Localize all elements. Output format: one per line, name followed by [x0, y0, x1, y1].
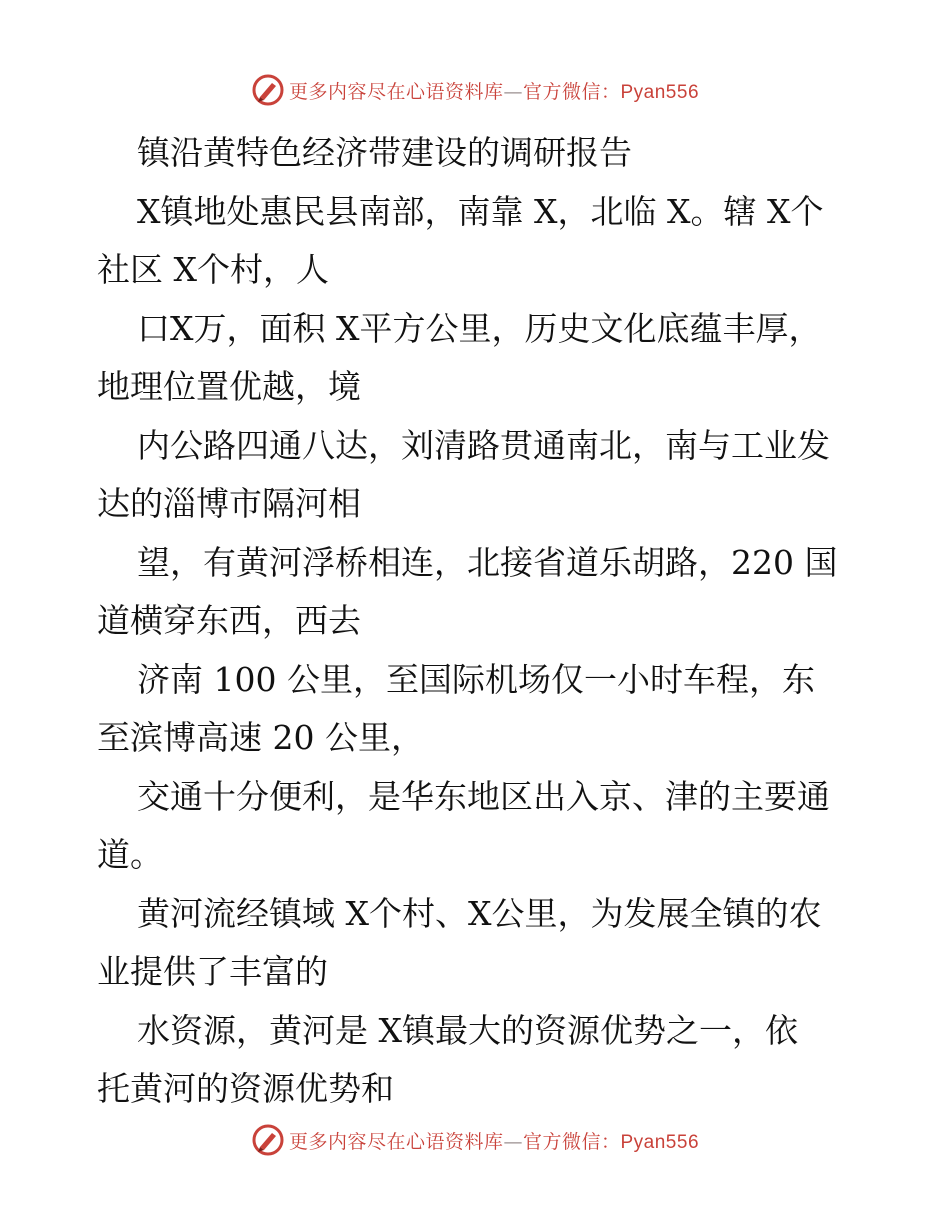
paragraph-line: 业提供了丰富的 [97, 952, 328, 991]
pen-logo-icon [251, 73, 285, 107]
document-body [97, 124, 857, 1119]
watermark-text: 更多内容尽在心语资料库—官方微信：Pyan556 [288, 80, 700, 103]
paragraph-line: X镇地处惠民县南部，南靠 X，北临 X。辖 X个 [137, 191, 824, 231]
paragraph-line: 内公路四通八达，刘清路贯通南北，南与工业发 [137, 425, 830, 465]
footer-watermark [0, 1118, 950, 1162]
paragraph-line: 至滨博高速 20 公里， [97, 718, 424, 757]
paragraph-line: 望，有黄河浮桥相连，北接省道乐胡路，220 国 [137, 542, 838, 582]
paragraph-line: 道。 [97, 835, 163, 874]
paragraph-line: 托黄河的资源优势和 [97, 1069, 394, 1108]
paragraph-line: 达的淄博市隔河相 [97, 484, 361, 523]
paragraph-line: 社区 X个村，人 [97, 250, 329, 289]
paragraph-line: 道横穿东西，西去 [97, 601, 361, 640]
document-title: 镇沿黄特色经济带建设的调研报告 [137, 133, 632, 172]
paragraph-line: 水资源，黄河是 X镇最大的资源优势之一，依 [137, 1010, 798, 1050]
paragraph-line: 地理位置优越，境 [97, 367, 361, 406]
paragraph-line: 交通十分便利，是华东地区出入京、津的主要通 [137, 776, 830, 816]
paragraph-line: 黄河流经镇域 X个村、X公里，为发展全镇的农 [137, 893, 822, 933]
paragraph-line: 口X万，面积 X平方公里，历史文化底蕴丰厚， [137, 308, 822, 348]
paragraph-line: 济南 100 公里，至国际机场仅一小时车程，东 [137, 659, 815, 699]
header-watermark [0, 68, 950, 112]
pen-logo-icon [251, 1123, 285, 1157]
watermark-text: 更多内容尽在心语资料库—官方微信：Pyan556 [288, 1130, 700, 1153]
